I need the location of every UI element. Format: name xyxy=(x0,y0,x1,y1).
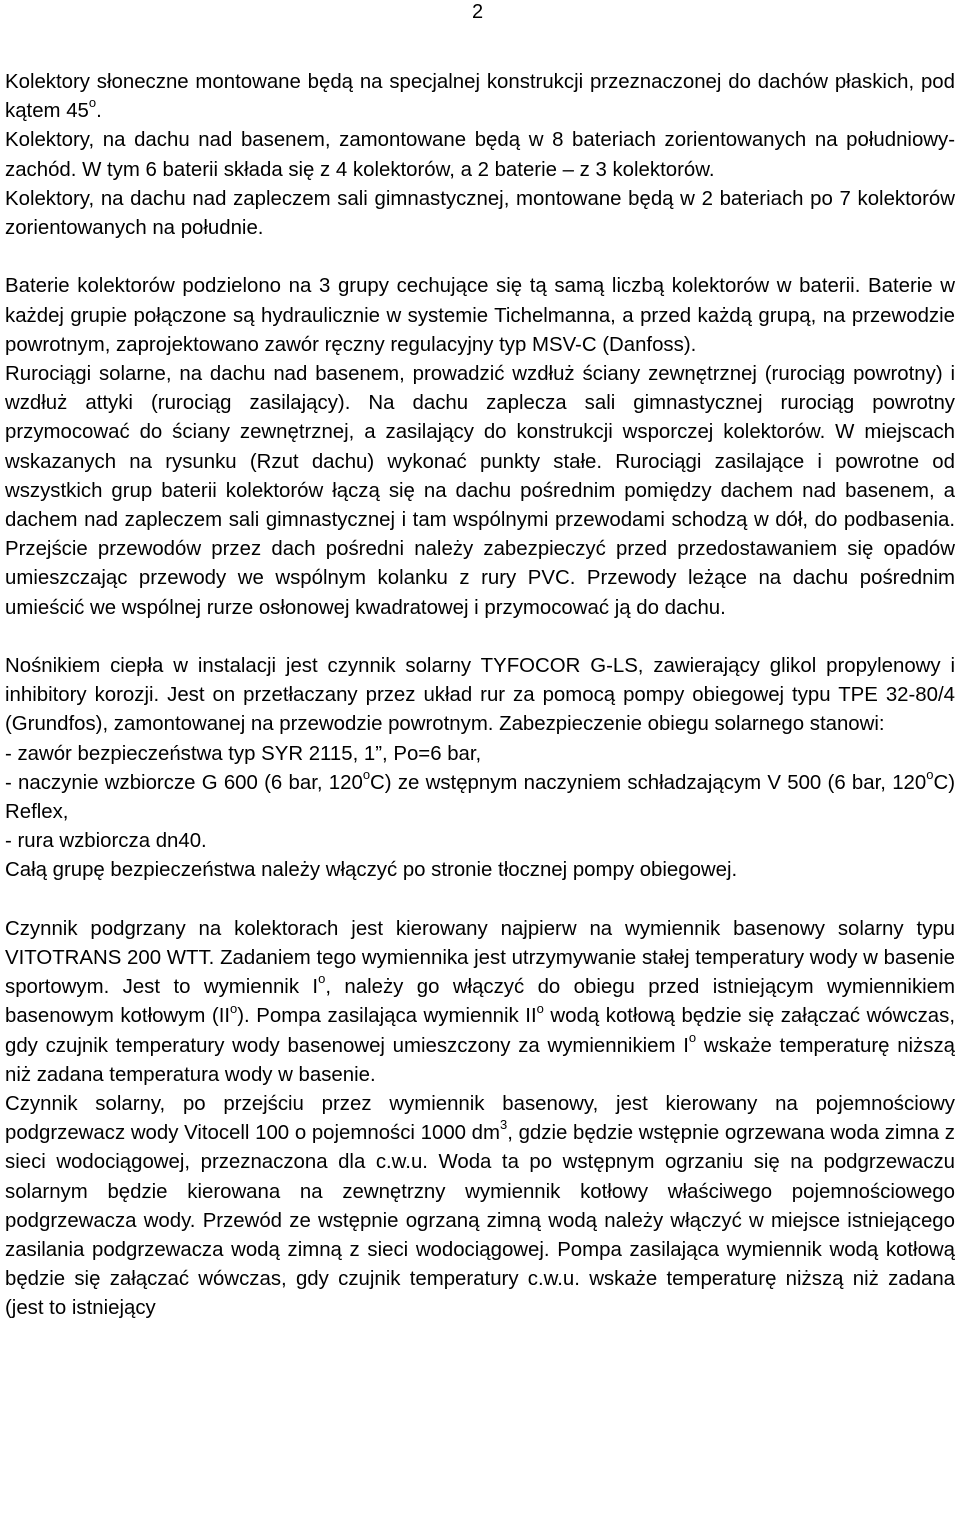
list-item-expansion-vessel: - naczynie wzbiorcze G 600 (6 bar, 120$^o$C) ze wstępnym naczyniem schładzającym V 500 (6 bar, 120$^o$C) Reflex, xyxy=(5,767,955,824)
paragraph-heat-carrier: Nośnikiem ciepła w instalacji jest czynnik solarny TYFOCOR G-LS, zawierający glikol propylenowy i inhibitory korozji. Jest on przetłaczany przez układ rur za pomocą pompy obiegowej typu TPE 32-80/4 (Grundfos), zamontowanej na przewodzie powrotnym. Zabezpieczenie obiegu solarnego stanowi: xyxy=(5,655,955,736)
paragraph-gym-roof: Kolektory, na dachu nad zapleczem sali gimnastycznej, montowane będą w 2 bateriach po 7 kolektorów zorientowanych na południe. xyxy=(5,187,955,240)
paragraph-pool-exchanger: Czynnik podgrzany na kolektorach jest kierowany najpierw na wymiennik basenowy solarny typu VITOTRANS 200 WTT. Zadaniem tego wymiennika jest utrzymywanie stałej temperatury wody w basenie sportowym. Jest to wymiennik $I^o$, należy go włączyć do obiegu przed istniejącym wymiennikiem basenowym kotłowym $(II^o)$. Pompa zasilająca wymiennik $II^o$ wodą kotłową będzie się załączać wówczas, gdy czujnik temperatury wody basenowej umieszczony za wymiennikiem $I^o$ wskaże temperaturę niższą niż zadana temperatura wody w basenie. xyxy=(5,917,955,1086)
list-item-safety-valve: - zawór bezpieczeństwa typ SYR 2115, 1”, Po=6 bar, xyxy=(5,742,482,765)
page-number: 2 xyxy=(472,1,484,23)
paragraph-pool-roof: Kolektory, na dachu nad basenem, zamontowane będą w 8 bateriach zorientowanych na południowy-zachód. W tym 6 baterii składa się z 4 kolektorów, a 2 baterie – z 3 kolektorów. xyxy=(5,129,955,181)
paragraph-safety-group: Całą grupę bezpieczeństwa należy włączyć po stronie tłocznej pompy obiegowej. xyxy=(5,859,738,882)
paragraph-groups: Baterie kolektorów podzielono na 3 grupy cechujące się tą samą liczbą kolektorów w baterii. Baterie w każdej grupie połączone są hydraulicznie w systemie Tichelmanna, a przed każdą grupą, na przewodzie powrotnym, zaprojektowano zawór ręczny regulacyjny typ MSV-C (Danfoss). xyxy=(5,275,955,356)
paragraph-pipelines: Rurociągi solarne, na dachu nad basenem, prowadzić wzdłuż ściany zewnętrznej (rurociąg powrotny) i wzdłuż attyki (rurociąg zasilający). Na dachu zaplecza sali gimnastycznej rurociąg powrotny przymocować do ściany zewnętrznej, a zasilający do konstrukcji wsporczej kolektorów. W miejscach wskazanych na rysunku (Rzut dachu) wykonać punkty stałe. Rurociągi zasilające i powrotne od wszystkich grup baterii kolektorów łączą się na dachu pośrednim pomiędzy dachem nad basenem, a dachem nad zapleczem sali gimnastycznej i tam wspólnymi przewodami schodzą w dół, do podbasenia. Przejście przewodów przez dach pośredni należy zabezpieczyć przed przedostawaniem się opadów umieszczając przewody we wspólnym kolanku z rury PVC. Przewody leżące na dachu pośrednim umieścić we wspólnej rurze osłonowej kwadratowej i przymocować ją do dachu. xyxy=(5,363,955,619)
list-item-expansion-pipe: - rura wzbiorcza dn40. xyxy=(5,830,207,853)
paragraph-water-heater: Czynnik solarny, po przejściu przez wymiennik basenowy, jest kierowany na pojemnościowy podgrzewacz wody Vitocell 100 o pojemności 1000 $dm^3$, gdzie będzie wstępnie ogrzewana woda zimna z sieci wodociągowej, przeznaczona dla c.w.u. Woda ta po wstępnym ogrzaniu się na podgrzewaczu solarnym będzie kierowana na zewnętrzny wymiennik kotłowy właściwego pojemnościowego podgrzewacza wody. Przewód ze wstępnie ogrzaną zimną wodą należy włączyć w miejsce istniejącego zasilania podgrzewacza wodą zimną z sieci wodociągowej. Pompa zasilająca wymiennik wodą kotłową będzie się załączać wówczas, gdy czujnik temperatury c.w.u. wskaże temperaturę niższą niż zadana (jest to istniejący xyxy=(5,1093,955,1320)
paragraph-mounting: Kolektory słoneczne montowane będą na specjalnej konstrukcji przeznaczonej do dachów płaskich, pod kątem 45$^o$. xyxy=(5,71,955,123)
document-body xyxy=(5,68,955,1324)
